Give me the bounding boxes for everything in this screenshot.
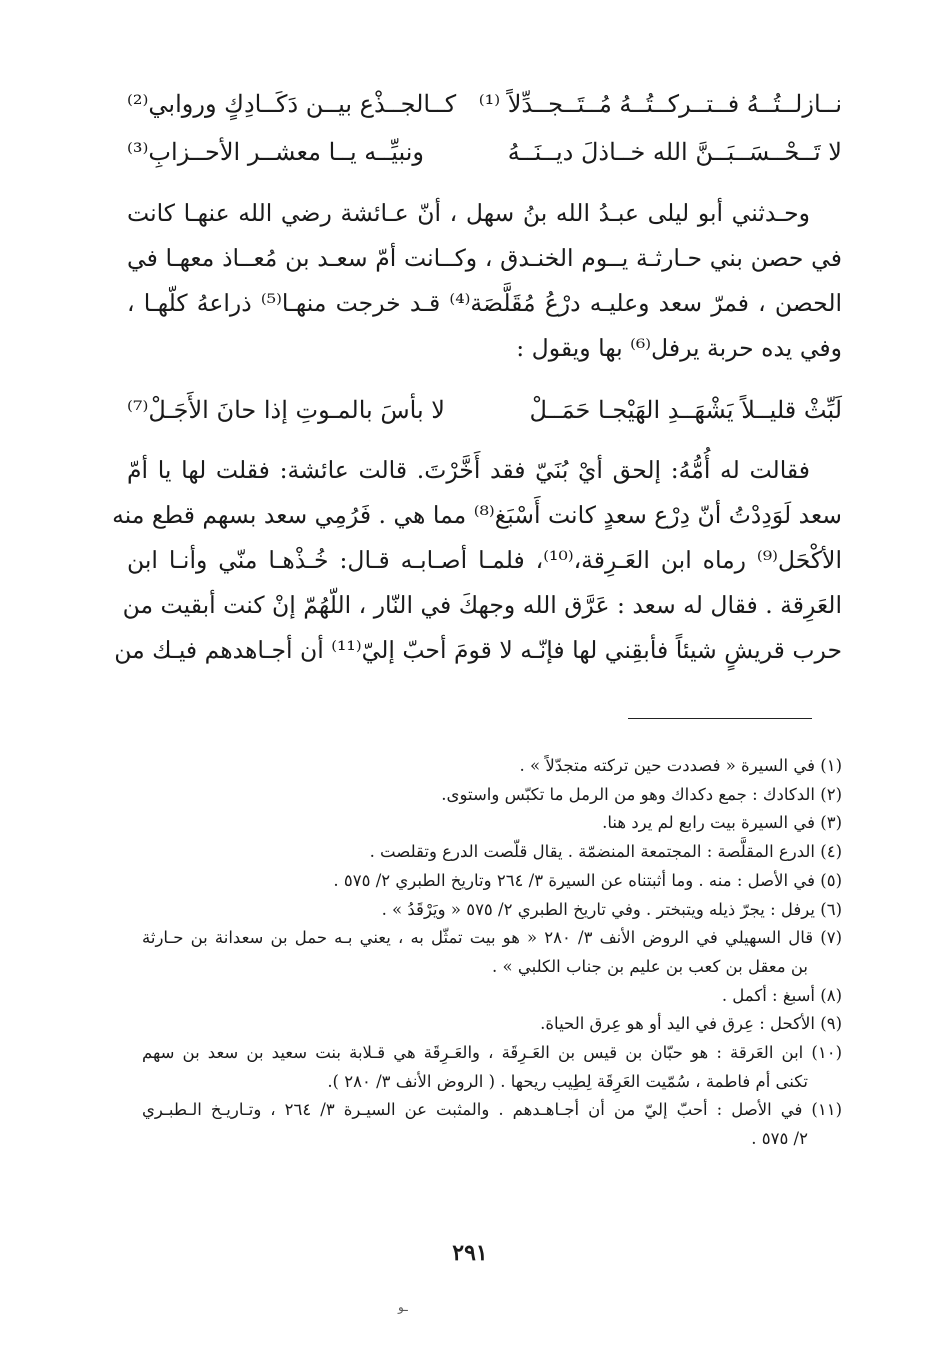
verse-line-2	[127, 134, 842, 170]
verse-hemistich-first: نــازلــتُــهُ فــتــركــتُــهُ مُــتَــجــدِّلاً ⁽¹⁾	[478, 90, 842, 118]
footnote-1: (١) في السيرة « فصددت حين تركته متجدّلاً » .	[519, 756, 842, 775]
page-number: ٢٩١	[452, 1240, 488, 1266]
text-line: حرب قريشٍ شيئاً فأبقِني لها فإنّـه لا قومَ أحبّ إليّ⁽¹¹⁾ أن أجـاهدهم فيـك من	[114, 636, 842, 664]
footnote-10-continuation: تكنى أم فاطمة ، سُمّيت العَرِقَة لِطِيب ريحها . ( الروض الأنف ٣/ ٢٨٠ ).	[327, 1071, 808, 1091]
footnote-7: (٧) قال السهيلي في الروض الأنف ٣/ ٢٨٠ « هو بيت تمثّل به ، يعني بـه حمل بن سعدانة بن حـارثة	[142, 928, 842, 948]
text-line: الحصن ، فمرّ سعد وعليـه درْعُ مُقَلَّصَة⁽⁴⁾ قـد خرجت منهـا⁽⁵⁾ ذراعهُ كلّهـا ،	[127, 289, 843, 317]
footnote-4: (٤) الدرع المقلَّصة : المجتمعة المنضمّة . يقال قلّصت الدرع وتقلصت .	[369, 842, 842, 862]
text-line: فقالت له أُمُّهُ: إلحق أيْ بُنَيّ فقد أَخَّرْتَ. قالت عائشة: فقلت لها يا أمّ	[127, 456, 810, 484]
verse-hemistich-second: كــالجــذْع بيــن دَكَــادِكٍ وروابي⁽²⁾	[127, 90, 457, 118]
footnote-5: (٥) في الأصل : منه . وما أثبتناه عن السيرة ٣/ ٢٦٤ وتاريخ الطبري ٢/ ٥٧٥ .	[333, 870, 842, 890]
text-line: العَرِقة . فقال له سعد : عَرَّق الله وجهكَ في النّار ، اللّهُمّ إنْ كنت أبقيت من	[122, 591, 842, 619]
paragraph-1	[127, 191, 842, 371]
footnote-separator	[628, 718, 812, 719]
verse-hemistich-second: لا بأسَ بالمـوتِ إذا حانَ الأَجَـلْ⁽⁷⁾	[127, 396, 445, 424]
footnote-9: (٩) الأكحل : عِرق في اليد أو هو عِرق الحياة.	[540, 1014, 842, 1034]
text-line: في حصن بني حـارثـة يــوم الخنـدق ، وكــانت أمّ سعـد بن مُعــاذ معهـا في	[127, 244, 842, 272]
verse-hemistich-first: لَبِّثْ قليــلاً يَشْهَــدِ الهَيْجـا حَمَــلْ	[529, 396, 842, 424]
footnote-2: (٢) الدكادك : جمع دكداك وهو من الرمل ما تكبّس واستوى.	[441, 784, 842, 804]
verse-line-3	[127, 392, 842, 428]
verse-hemistich-second: ونبيِّــه يــا معشــر الأحــزابِ⁽³⁾	[127, 138, 424, 166]
text-line: وحـدثني أبو ليلى عبـدُ الله بنُ سهل ، أنّ عـائشة رضي الله عنهـا كانت	[127, 199, 810, 227]
footnote-8: (٨) أسبغ : أكمل .	[721, 985, 842, 1005]
footnote-10: (١٠) ابن العَرقة : هو حبّان بن قيس بن العَـرِقَة ، والعَـرِقَة هي قـلابة بنت سعيد بن سعد بن سهم	[142, 1043, 842, 1063]
footnotes	[142, 752, 842, 1154]
verse-line-1	[127, 86, 842, 122]
footnote-6: (٦) يرفل : يجرّ ذيله ويتبختر . وفي تاريخ الطبري ٢/ ٥٧٥ « ويَرْقَدُ » .	[381, 899, 842, 919]
stray-mark: ـو	[398, 1300, 408, 1314]
text-line: سعد لَوَدِدْتُ أنّ دِرْع سعدٍ كانت أَسْبَغ⁽⁸⁾ مما هي . فَرُمِي سعد بسهم قطع منه	[112, 501, 842, 529]
text-line: الأكْحَل⁽⁹⁾ رماه ابن العَـرِقة،⁽¹⁰⁾، فلمـا أصـابـه قـال: خُـذْهـا منّي وأنـا ابن	[127, 546, 842, 574]
footnote-11-continuation: ٢/ ٥٧٥ .	[751, 1129, 808, 1149]
verse-hemistich-first: لا تَــحْــسَــبَــنَّ الله خــاذلَ ديــنَــهُ	[507, 138, 842, 166]
footnote-11: (١١) في الأصل : أحبّ إليّ من أن أجـاهـدهم . والمثبت عن السيـرة ٣/ ٢٦٤ ، وتـاريـخ الـطبـري	[142, 1100, 842, 1120]
paragraph-2	[112, 448, 842, 673]
footnote-7-continuation: بن معقل بن كعب بن عليم بن جناب الكلبي » .	[492, 956, 808, 976]
footnote-3: (٣) في السيرة بيت رابع لم يرد هنا.	[602, 813, 842, 833]
text-line: وفي يده حربة يرفل⁽⁶⁾ بها ويقول :	[516, 334, 842, 362]
